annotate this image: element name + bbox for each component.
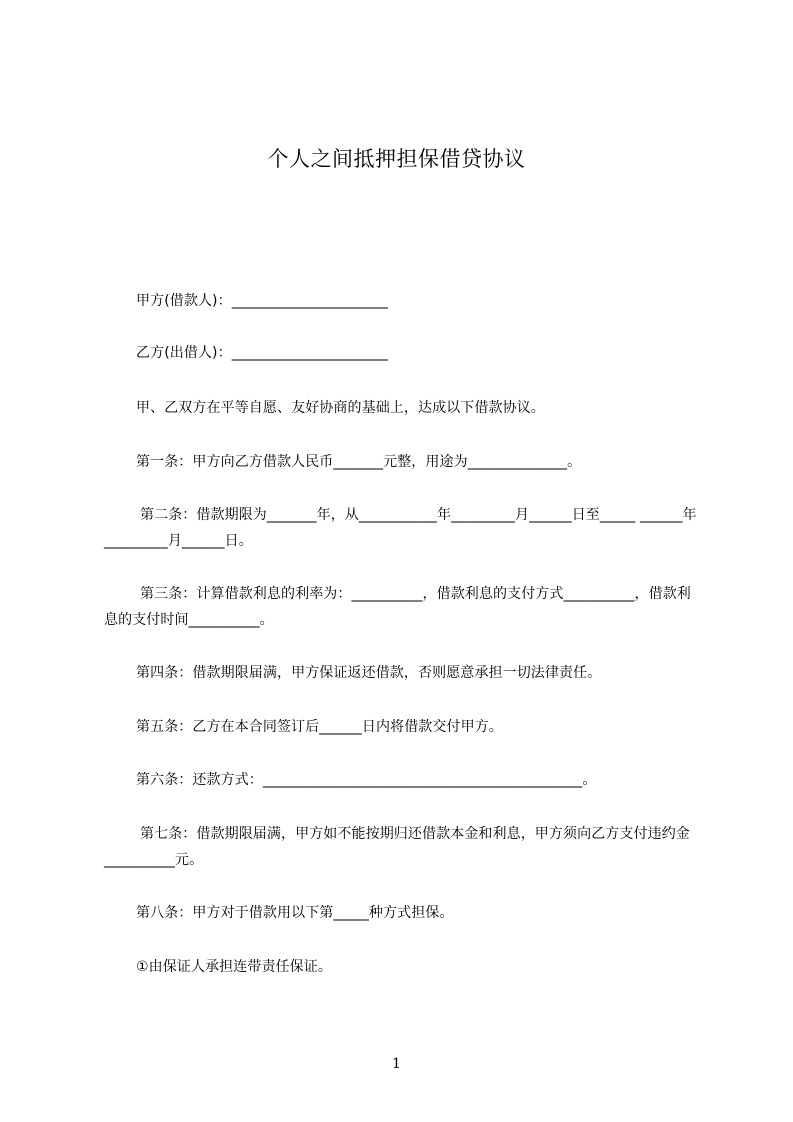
agreement-intro: 甲、乙双方在平等自愿、友好协商的基础上，达成以下借款协议。 [136,400,545,416]
party-a-line: 甲方(借款人)：______________________ [136,293,388,309]
clause-1: 第一条：甲方向乙方借款人民币_______元整，用途为______________。 [136,454,582,470]
page-number: 1 [392,1056,401,1072]
clause-2: 第二条：借款期限为_______年，从___________年_________月______日至_____ ______年_________月______日。 [104,507,697,549]
guarantee-option-1: ①由保证人承担连带责任保证。 [136,959,332,975]
clause-7: 第七条：借款期限届满，甲方如不能按期归还借款本金和利息，甲方须向乙方支付违约金__________元。 [104,826,690,868]
clause-5: 第五条：乙方在本合同签订后______日内将借款交付甲方。 [136,719,503,735]
party-b-line: 乙方(出借人)：______________________ [136,345,388,361]
document-title: 个人之间抵押担保借贷协议 [267,147,526,171]
clause-6: 第六条：还款方式：_____________________________________________。 [136,772,597,788]
clause-3: 第三条：计算借款利息的利率为：__________，借款利息的支付方式__________，借款利息的支付时间__________。 [104,586,691,628]
clause-8: 第八条：甲方对于借款用以下第_____种方式担保。 [136,905,454,921]
clause-4: 第四条：借款期限届满，甲方保证返还借款，否则愿意承担一切法律责任。 [136,665,602,681]
